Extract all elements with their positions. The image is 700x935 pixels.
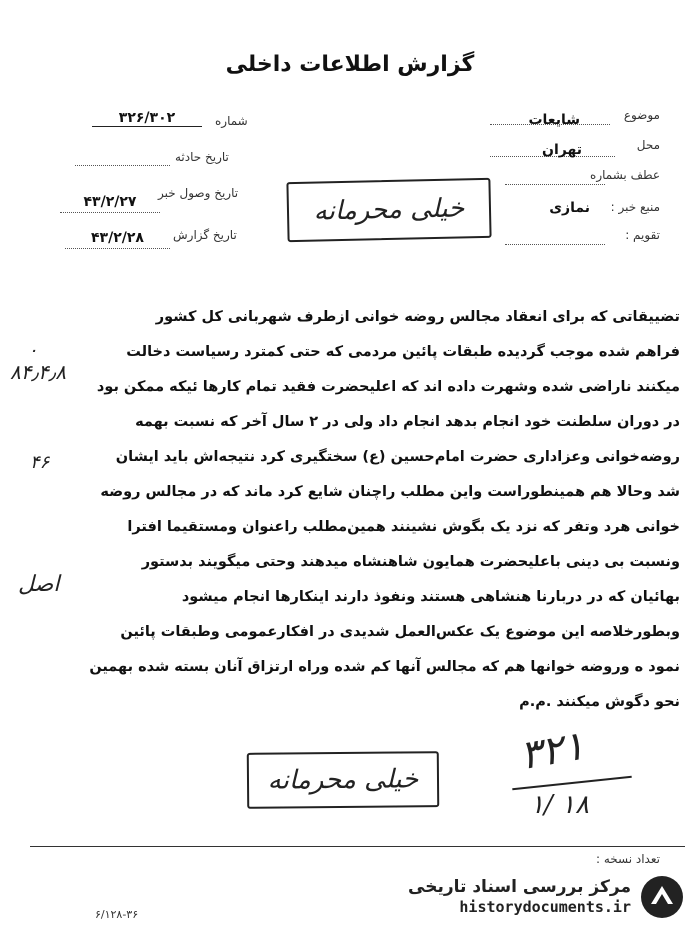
watermark-en: historydocuments.ir	[459, 898, 631, 916]
watermark-fa: مرکز بررسی اسناد تاریخی	[408, 877, 631, 897]
body-line: وبطورخلاصه این موضوع یک عکس‌العمل شدیدی در افکارعمومی وطبقات پائین	[120, 624, 680, 640]
body-line: فراهم شده موجب گردیده طبقات پائین مردمی که حتی کمترد رسیاست دخالت	[126, 344, 680, 360]
body-line: شد وحالا هم همینطوراست واین مطلب راچنان شایع کرد ماند که در مجالس روضه	[100, 484, 680, 500]
source-label: منبع خبر :	[610, 200, 660, 214]
received-date-dots	[60, 212, 160, 213]
margin-note-date: ۸۴٫۴٫۸	[10, 360, 66, 384]
subject-label: موضوع	[623, 108, 660, 122]
margin-note-number: ۴۶	[30, 452, 50, 473]
body-line: تضییقاتی که برای انعقاد مجالس روضه خوانی ازطرف شهربانی کل کشور	[155, 309, 680, 325]
body-line: میکنند ناراضی شده وشهرت داده اند که اعلیحضرت فقید تمام کارها ئیکه ممکن بود	[96, 379, 680, 395]
handwritten-date: ۱/ ۱۸	[530, 790, 589, 820]
received-date-label: تاریخ وصول خبر	[158, 186, 239, 200]
body-line: در دوران سلطنت خود انجام بدهد انجام داد ولی در ۲ سال آخر که نسبت بهمه	[135, 414, 680, 430]
ref-label: عطف بشماره	[590, 168, 660, 182]
confidential-stamp: خیلی محرمانه	[286, 178, 491, 242]
source-value: نمازی	[549, 200, 590, 216]
body-line: روضه‌خوانی وعزاداری حضرت امام‌حسین (ع) سختگیری کرد نتیجه‌اش باید ایشان	[115, 449, 680, 465]
body-line: ونسبت بی دینی باعلیحضرت همایون شاهنشاه میدهند وحتی میگویند بدستور	[141, 554, 680, 570]
confidential-stamp-bottom: خیلی محرمانه	[247, 751, 439, 809]
footer-divider	[30, 846, 685, 847]
margin-note-signature: اصل	[18, 572, 60, 597]
evaluation-label: تقویم :	[625, 228, 660, 242]
body-line: بهائیان که در دربارنا هنشاهی هستند ونفوذ دارند اینکارها انجام میشود	[181, 589, 680, 605]
ref-dots	[505, 184, 605, 185]
incident-date-label: تاریخ حادثه	[175, 150, 229, 164]
evaluation-dots	[505, 244, 605, 245]
report-body	[70, 300, 680, 720]
report-date-label: تاریخ گزارش	[173, 228, 237, 242]
archive-code: ۶/۱۲۸-۳۶	[95, 908, 139, 921]
number-value: ۳۲۶/۳۰۲	[92, 110, 202, 127]
handwritten-number: ۳۲۱	[516, 722, 588, 780]
report-date-dots	[65, 248, 170, 249]
copies-label: تعداد نسخه :	[595, 852, 660, 866]
page-title: گزارش اطلاعات داخلی	[225, 52, 475, 77]
margin-note-circle: ۰	[28, 340, 38, 361]
number-label: شماره	[215, 114, 248, 128]
received-date-value: ۴۳/۲/۲۷	[83, 194, 137, 210]
place-label: محل	[636, 138, 660, 152]
body-line: خوانی هرد وتفر که نزد یک بگوش نشینند همین‌مطلب راعنوان ومستقیما افترا	[127, 519, 680, 535]
body-line: نمود ه وروضه خوانها هم که مجالس آنها کم شده وراه ارتزاق آنان بسته شده بهمین	[89, 659, 680, 675]
incident-date-dots	[75, 165, 170, 166]
report-date-value: ۴۳/۲/۲۸	[91, 230, 144, 246]
subject-value: شایعات	[528, 112, 580, 128]
body-line: نحو دگوش میکنند .م.م	[519, 694, 680, 710]
watermark-text	[408, 877, 631, 917]
watermark	[395, 868, 685, 926]
archive-logo-icon	[639, 874, 685, 920]
place-value: تهران	[542, 142, 582, 158]
